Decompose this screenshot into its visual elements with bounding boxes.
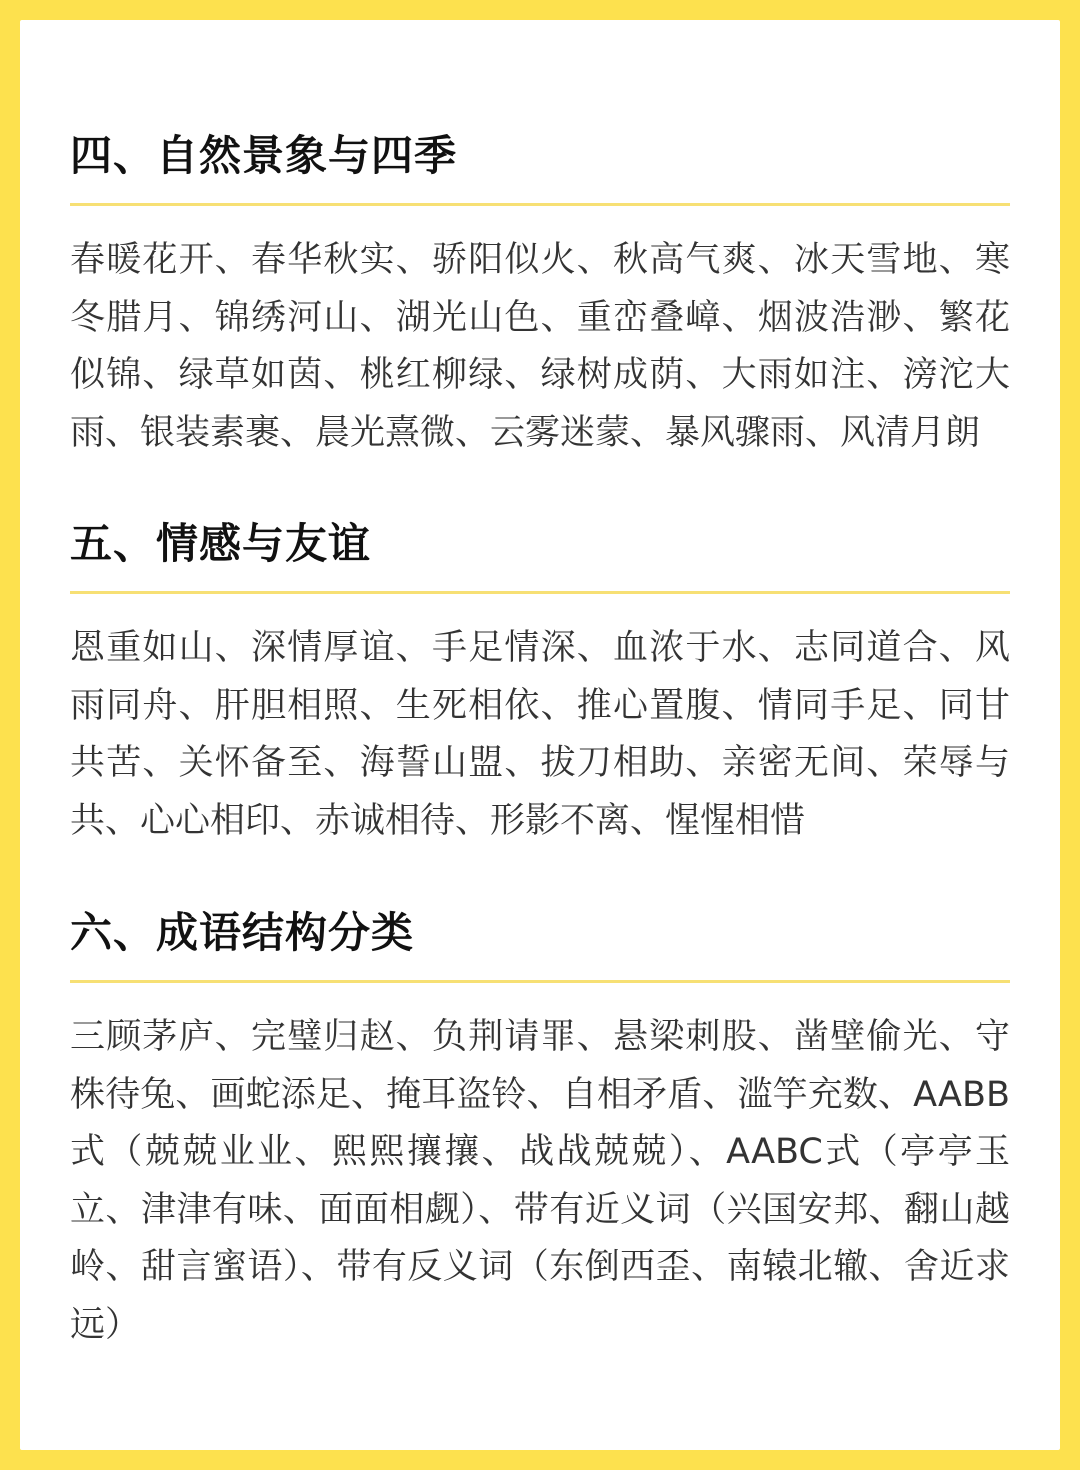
section-divider xyxy=(70,980,1010,983)
section-body: 恩重如山、深情厚谊、手足情深、血浓于水、志同道合、风雨同舟、肝胆相照、生死相依、推心置腹、情同手足、同甘共苦、关怀备至、海誓山盟、拔刀相助、亲密无间、荣辱与共、心心相印、赤诚相待、形影不离、惺惺相惜 xyxy=(70,628,1010,841)
section-title: 六、成语结构分类 xyxy=(70,908,415,957)
section-body: 春暖花开、春华秋实、骄阳似火、秋高气爽、冰天雪地、寒冬腊月、锦绣河山、湖光山色、重峦叠嶂、烟波浩渺、繁花似锦、绿草如茵、桃红柳绿、绿树成荫、大雨如注、滂沱大雨、银装素裹、晨光熹微、云雾迷蒙、暴风骤雨、风清月朗 xyxy=(70,240,1010,453)
section-idiom-structure xyxy=(70,905,1010,1354)
section-divider xyxy=(70,591,1010,594)
section-divider xyxy=(70,203,1010,206)
content-card xyxy=(20,20,1060,1450)
section-title: 四、自然景象与四季 xyxy=(70,131,458,180)
section-emotion-friendship xyxy=(70,516,1010,850)
section-body: 三顾茅庐、完璧归赵、负荆请罪、悬梁刺股、凿壁偷光、守株待兔、画蛇添足、掩耳盗铃、自相矛盾、滥竽充数、AABB式（兢兢业业、熙熙攘攘、战战兢兢）、AABC式（亭亭玉立、津津有味、面面相觑）、带有近义词（兴国安邦、翻山越岭、甜言蜜语）、带有反义词（东倒西歪、南辕北辙、舍近求远） xyxy=(70,1017,1010,1345)
section-nature-seasons xyxy=(70,128,1010,462)
section-title: 五、情感与友谊 xyxy=(70,519,372,568)
